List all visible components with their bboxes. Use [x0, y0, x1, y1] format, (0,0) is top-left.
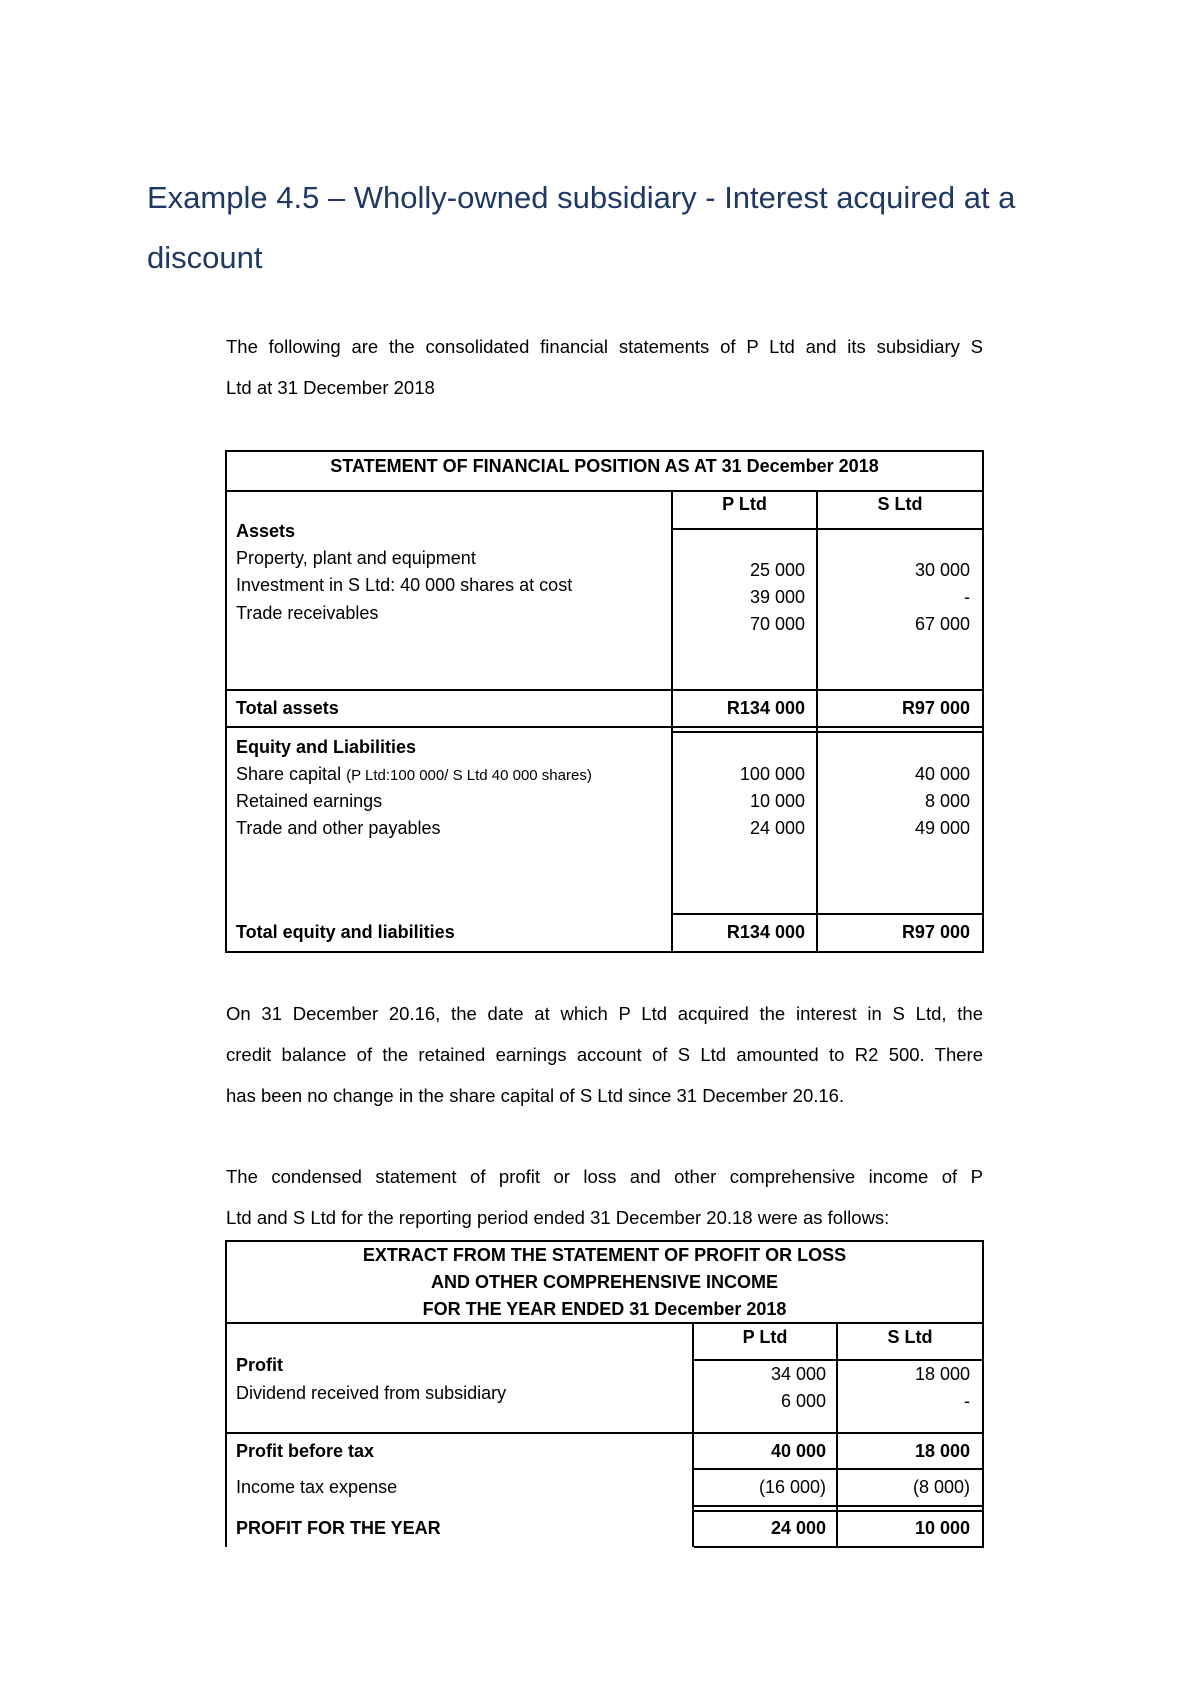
- total-equity-p: R134 000: [726, 922, 805, 942]
- profit-p: 34 000: [770, 1364, 826, 1384]
- pl-title-line-1: EXTRACT FROM THE STATEMENT OF PROFIT OR LOSS: [362, 1245, 847, 1265]
- acquisition-line-1: On 31 December 20.16, the date at which P Ltd acquired the interest in S Ltd, the: [226, 1003, 983, 1024]
- pl-intro-line-2: Ltd and S Ltd for the reporting period ended 31 December 20.18 were as follows:: [226, 1207, 890, 1228]
- pl-title-line-2: AND OTHER COMPREHENSIVE INCOME: [430, 1272, 779, 1292]
- sofp-col-s-header: S Ltd: [877, 494, 923, 514]
- asset-value-s: 67 000: [914, 614, 970, 634]
- pbt-p: 40 000: [770, 1441, 826, 1461]
- profit-s: 18 000: [914, 1364, 970, 1384]
- pfy-label: PROFIT FOR THE YEAR: [236, 1518, 441, 1538]
- dividend-p: 6 000: [780, 1391, 826, 1411]
- asset-value-s: 30 000: [914, 560, 970, 580]
- asset-value-p: 25 000: [749, 560, 805, 580]
- total-equity-s: R97 000: [901, 922, 970, 942]
- profit-heading: Profit: [236, 1355, 283, 1375]
- share-capital-label: [236, 764, 592, 785]
- dividend-s: -: [964, 1391, 970, 1411]
- total-assets-s: R97 000: [901, 698, 970, 718]
- pl-intro-line-1: The condensed statement of profit or loss and other comprehensive income of P: [226, 1166, 983, 1187]
- share-capital-p: 100 000: [739, 764, 805, 784]
- pl-intro-paragraph: [226, 1156, 983, 1238]
- pl-title-line-3: FOR THE YEAR ENDED 31 December 2018: [422, 1299, 787, 1319]
- assets-heading: Assets: [236, 521, 296, 541]
- tax-label: Income tax expense: [236, 1477, 398, 1497]
- equity-label: Retained earnings: [236, 791, 383, 811]
- intro-paragraph: [226, 326, 983, 408]
- pbt-label: Profit before tax: [236, 1441, 375, 1461]
- share-capital-s: 40 000: [914, 764, 970, 784]
- equity-heading: Equity and Liabilities: [236, 737, 417, 757]
- equity-value-p: 10 000: [749, 791, 805, 811]
- equity-label: Trade and other payables: [236, 818, 441, 838]
- asset-label: Investment in S Ltd: 40 000 shares at cost: [236, 575, 573, 595]
- total-equity-label: Total equity and liabilities: [236, 922, 455, 942]
- asset-label: Trade receivables: [236, 603, 379, 623]
- total-assets-p: R134 000: [726, 698, 805, 718]
- equity-value-s: 49 000: [914, 818, 970, 838]
- asset-value-p: 39 000: [749, 587, 805, 607]
- pl-col-s-header: S Ltd: [887, 1327, 933, 1347]
- acquisition-line-2: credit balance of the retained earnings account of S Ltd amounted to R2 500. There: [226, 1044, 983, 1065]
- asset-value-s: -: [964, 587, 970, 607]
- intro-line-1: The following are the consolidated financial statements of P Ltd and its subsidiary S: [226, 336, 983, 357]
- acquisition-line-3: has been no change in the share capital of S Ltd since 31 December 20.16.: [226, 1085, 845, 1106]
- sofp-col-p-header: P Ltd: [722, 494, 767, 514]
- pbt-s: 18 000: [914, 1441, 970, 1461]
- asset-label: Property, plant and equipment: [236, 548, 476, 568]
- pfy-s: 10 000: [914, 1518, 970, 1538]
- share-capital-text: Share capital: [236, 764, 342, 784]
- intro-line-2: Ltd at 31 December 2018: [226, 377, 435, 398]
- equity-value-p: 24 000: [749, 818, 805, 838]
- sofp-title: STATEMENT OF FINANCIAL POSITION AS AT 31 December 2018: [330, 456, 879, 476]
- tax-s: (8 000): [912, 1477, 970, 1497]
- share-capital-note: (P Ltd:100 000/ S Ltd 40 000 shares): [346, 767, 592, 784]
- tax-p: (16 000): [758, 1477, 826, 1497]
- asset-value-p: 70 000: [749, 614, 805, 634]
- total-assets-label: Total assets: [236, 698, 339, 718]
- page-title: Example 4.5 – Wholly-owned subsidiary - Interest acquired at a discount: [147, 180, 1016, 275]
- equity-value-s: 8 000: [924, 791, 970, 811]
- dividend-label: Dividend received from subsidiary: [236, 1383, 507, 1403]
- pl-col-p-header: P Ltd: [742, 1327, 788, 1347]
- pfy-p: 24 000: [770, 1518, 826, 1538]
- acquisition-paragraph: [226, 993, 983, 1116]
